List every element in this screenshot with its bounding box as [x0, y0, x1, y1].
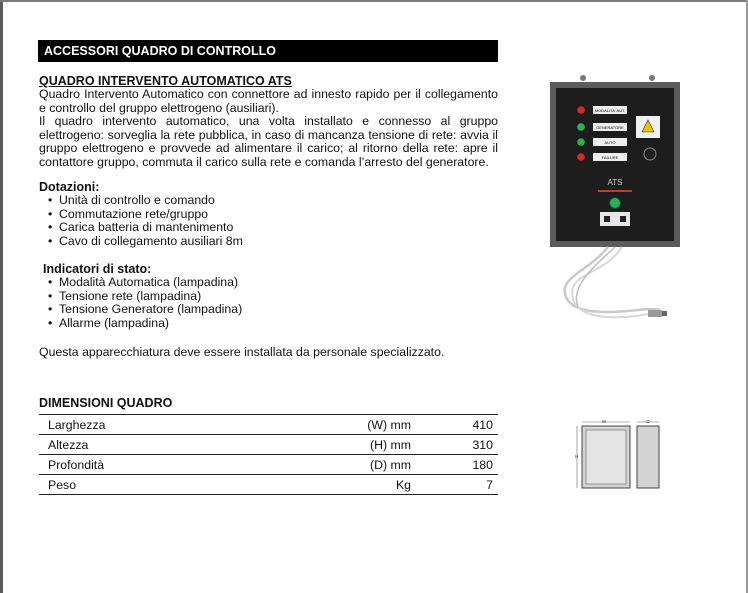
- brand-stripe: [598, 190, 632, 192]
- product-title: QUADRO INTERVENTO AUTOMATICO ATS: [39, 74, 292, 88]
- connector-icon: [662, 311, 667, 316]
- table-row: [39, 475, 498, 495]
- dimension-unit: (D) mm: [218, 455, 411, 475]
- dimension-value: 180: [411, 455, 498, 475]
- installation-note: Questa apparecchiatura deve essere installata da personale specializzato.: [39, 345, 445, 359]
- product-description-1: Quadro Intervento Automatico con connettore ad innesto rapido per il collegamento e controllo del gruppo elettrogeno (ausiliari).: [39, 87, 498, 115]
- dimension-unit: Kg: [218, 475, 411, 495]
- dimension-value: 7: [411, 475, 498, 495]
- lamp-icon: [577, 106, 585, 114]
- dotazioni-list: [48, 194, 243, 248]
- panel-hinge: [649, 75, 655, 81]
- lamp-label: FAILURE: [601, 155, 619, 160]
- list-item: • Commutazione rete/gruppo: [48, 208, 243, 222]
- list-item: • Tensione Generatore (lampadina): [48, 303, 242, 317]
- side-view-box: [637, 426, 659, 488]
- list-item: • Carica batteria di mantenimento: [48, 221, 243, 235]
- dimension-drawing: [570, 418, 690, 490]
- lamp-label: MODALITA' AUT.: [594, 108, 626, 113]
- lamp-icon: [577, 138, 585, 146]
- dimension-label: Larghezza: [39, 415, 218, 435]
- dimension-label: Peso: [39, 475, 218, 495]
- connector-icon: [648, 310, 662, 317]
- lamp-label: GENERATORE: [596, 125, 624, 130]
- indicatori-list: [48, 276, 242, 330]
- dotazioni-heading: Dotazioni:: [39, 180, 100, 194]
- table-row: [39, 435, 498, 455]
- switch-icon: [604, 216, 610, 222]
- cable: [572, 247, 648, 317]
- table-row: [39, 415, 498, 435]
- indicatori-heading: Indicatori di stato:: [43, 262, 152, 276]
- list-item: • Unità di controllo e comando: [48, 194, 243, 208]
- dimension-label: Altezza: [39, 435, 218, 455]
- lamp-icon: [577, 153, 585, 161]
- page-top-edge: [0, 0, 748, 2]
- table-row: [39, 455, 498, 475]
- depth-label: D: [646, 419, 650, 424]
- list-item: • Modalità Automatica (lampadina): [48, 276, 242, 290]
- page-left-edge: [0, 0, 3, 593]
- lamp-label: AUTO: [604, 140, 616, 145]
- list-item: • Allarme (lampadina): [48, 317, 242, 331]
- list-item: • Cavo di collegamento ausiliari 8m: [48, 235, 243, 249]
- panel-hinge: [580, 75, 586, 81]
- ats-brand: ATS: [607, 178, 623, 187]
- width-label: W: [601, 419, 607, 424]
- front-view-inner: [586, 430, 626, 484]
- list-item: • Tensione rete (lampadina): [48, 290, 242, 304]
- dimension-label: Profondità: [39, 455, 218, 475]
- lamp-icon: [577, 123, 585, 131]
- green-button-icon: [610, 198, 621, 209]
- dimension-value: 310: [411, 435, 498, 455]
- switch-icon: [620, 216, 626, 222]
- dimension-unit: (W) mm: [218, 415, 411, 435]
- section-header: ACCESSORI QUADRO DI CONTROLLO: [38, 40, 498, 62]
- height-label: H: [575, 454, 579, 459]
- dimensions-table: [39, 414, 498, 495]
- ats-panel-photo: [548, 72, 688, 342]
- dimension-unit: (H) mm: [218, 435, 411, 455]
- product-description-2: Il quadro intervento automatico, una volta installato e connesso al gruppo elettrogeno: sorveglia la rete pubblica, in caso di mancanza tensione di rete: avvia il gruppo elettrogeno e provvede ad alimentare il carico; al ritorno della rete: apre il contattore gruppo, commuta il carico sulla rete e comanda l’arresto del generatore.: [39, 114, 498, 169]
- dimensions-title: DIMENSIONI QUADRO: [39, 396, 173, 410]
- dimension-value: 410: [411, 415, 498, 435]
